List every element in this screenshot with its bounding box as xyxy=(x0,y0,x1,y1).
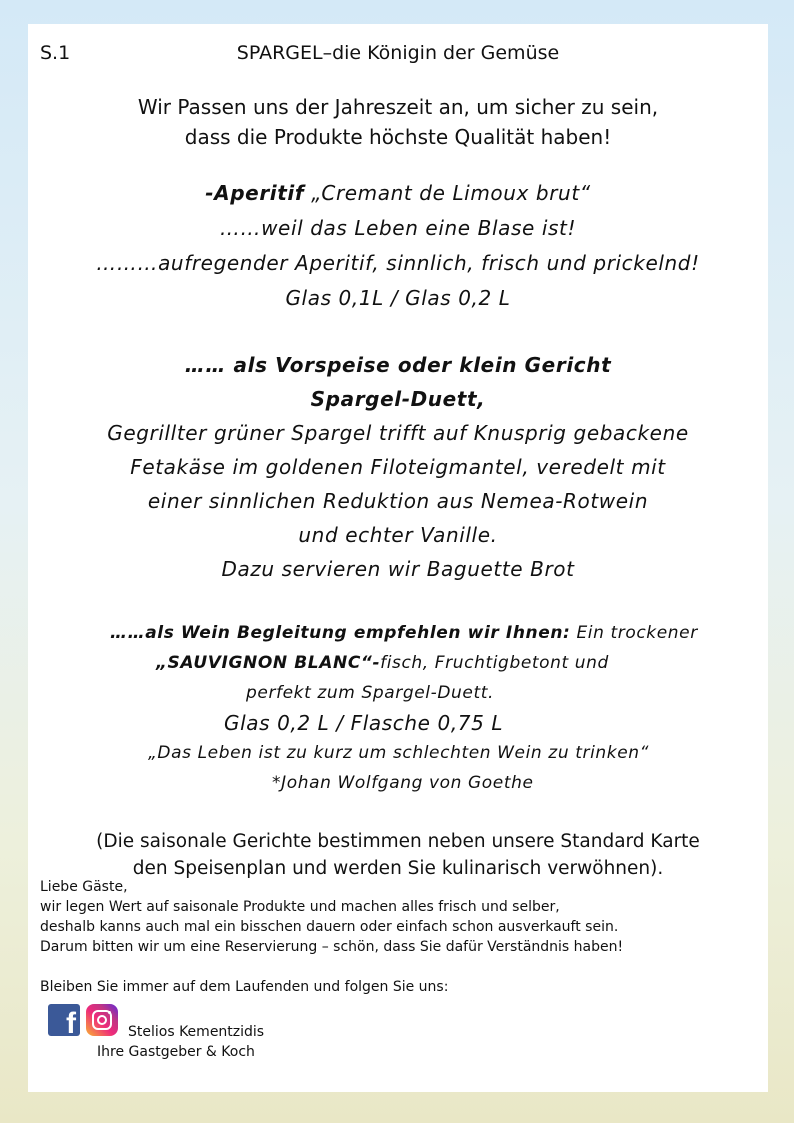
instagram-lens xyxy=(97,1015,107,1025)
wine-heading-rest: Ein trockener xyxy=(570,623,698,643)
dish-desc-4: und echter Vanille. xyxy=(298,523,498,547)
wine-name-rest: fisch, Fruchtigbetont und xyxy=(380,653,609,673)
closing-text xyxy=(28,828,768,882)
vorspeise-section xyxy=(28,348,768,586)
intro-line-2: dass die Produkte höchste Qualität haben! xyxy=(184,125,612,149)
dish-name: Spargel-Duett, xyxy=(310,387,486,411)
notes-line-3: deshalb kanns auch mal ein bisschen dauern oder einfach schon ausverkauft sein. xyxy=(40,919,619,935)
wine-price-line: Glas 0,2 L / Flasche 0,75 L xyxy=(224,711,504,735)
page-number: S.1 xyxy=(40,42,71,64)
notes-spacer xyxy=(40,957,623,977)
aperitif-title-line xyxy=(28,176,768,211)
vorspeise-heading: …… als Vorspeise oder klein Gericht xyxy=(184,353,612,377)
wine-heading-line xyxy=(28,618,768,648)
instagram-flash-dot xyxy=(108,1011,111,1014)
intro-line-1: Wir Passen uns der Jahreszeit an, um sicher zu sein, xyxy=(137,95,659,119)
dish-desc-1: Gegrillter grüner Spargel trifft auf Knusprig gebackene xyxy=(107,421,689,445)
wine-section xyxy=(28,618,768,798)
page-title: SPARGEL–die Königin der Gemüse xyxy=(236,42,560,64)
wine-quote: „Das Leben ist zu kurz um schlechten Wein zu trinken“ xyxy=(148,743,650,763)
notes-line-4: Darum bitten wir um eine Reservierung – schön, dass Sie dafür Verständnis haben! xyxy=(40,939,624,955)
menu-page xyxy=(28,24,768,1092)
wine-name: „SAUVIGNON BLANC“- xyxy=(156,653,381,673)
intro-text xyxy=(28,92,768,152)
wine-line-3: perfekt zum Spargel-Duett. xyxy=(246,683,495,703)
notes-follow: Bleiben Sie immer auf dem Laufenden und folgen Sie uns: xyxy=(40,979,449,995)
closing-line-2: den Speisenplan und werden Sie kulinarisch verwöhnen). xyxy=(132,858,664,879)
closing-line-1: (Die saisonale Gerichte bestimmen neben unsere Standard Karte xyxy=(96,831,700,852)
aperitif-line-2: ……weil das Leben eine Blase ist! xyxy=(219,216,577,240)
aperitif-price-line: Glas 0,1L / Glas 0,2 L xyxy=(285,286,511,310)
instagram-icon[interactable] xyxy=(86,1004,118,1036)
dish-desc-2: Fetakäse im goldenen Filoteigmantel, veredelt mit xyxy=(130,455,666,479)
wine-name-line xyxy=(28,648,768,678)
dish-desc-3: einer sinnlichen Reduktion aus Nemea-Rotwein xyxy=(147,489,649,513)
wine-heading: ……als Wein Begleitung empfehlen wir Ihnen: xyxy=(110,623,571,643)
dish-desc-5: Dazu servieren wir Baguette Brot xyxy=(221,557,575,581)
host-name: Stelios Kementzidis xyxy=(128,1024,265,1040)
aperitif-label: -Aperitif xyxy=(205,181,305,205)
aperitif-line-3: ………aufregender Aperitif, sinnlich, frisch und prickelnd! xyxy=(96,251,700,275)
guest-notes xyxy=(40,877,623,997)
notes-greeting: Liebe Gäste, xyxy=(40,879,128,895)
quote-author: *Johan Wolfgang von Goethe xyxy=(272,773,534,793)
aperitif-name: „Cremant de Limoux brut“ xyxy=(304,181,591,205)
notes-line-2: wir legen Wert auf saisonale Produkte und machen alles frisch und selber, xyxy=(40,899,560,915)
aperitif-section xyxy=(28,176,768,316)
host-role: Ihre Gastgeber & Koch xyxy=(97,1044,255,1060)
facebook-icon[interactable]: f xyxy=(48,1004,80,1036)
